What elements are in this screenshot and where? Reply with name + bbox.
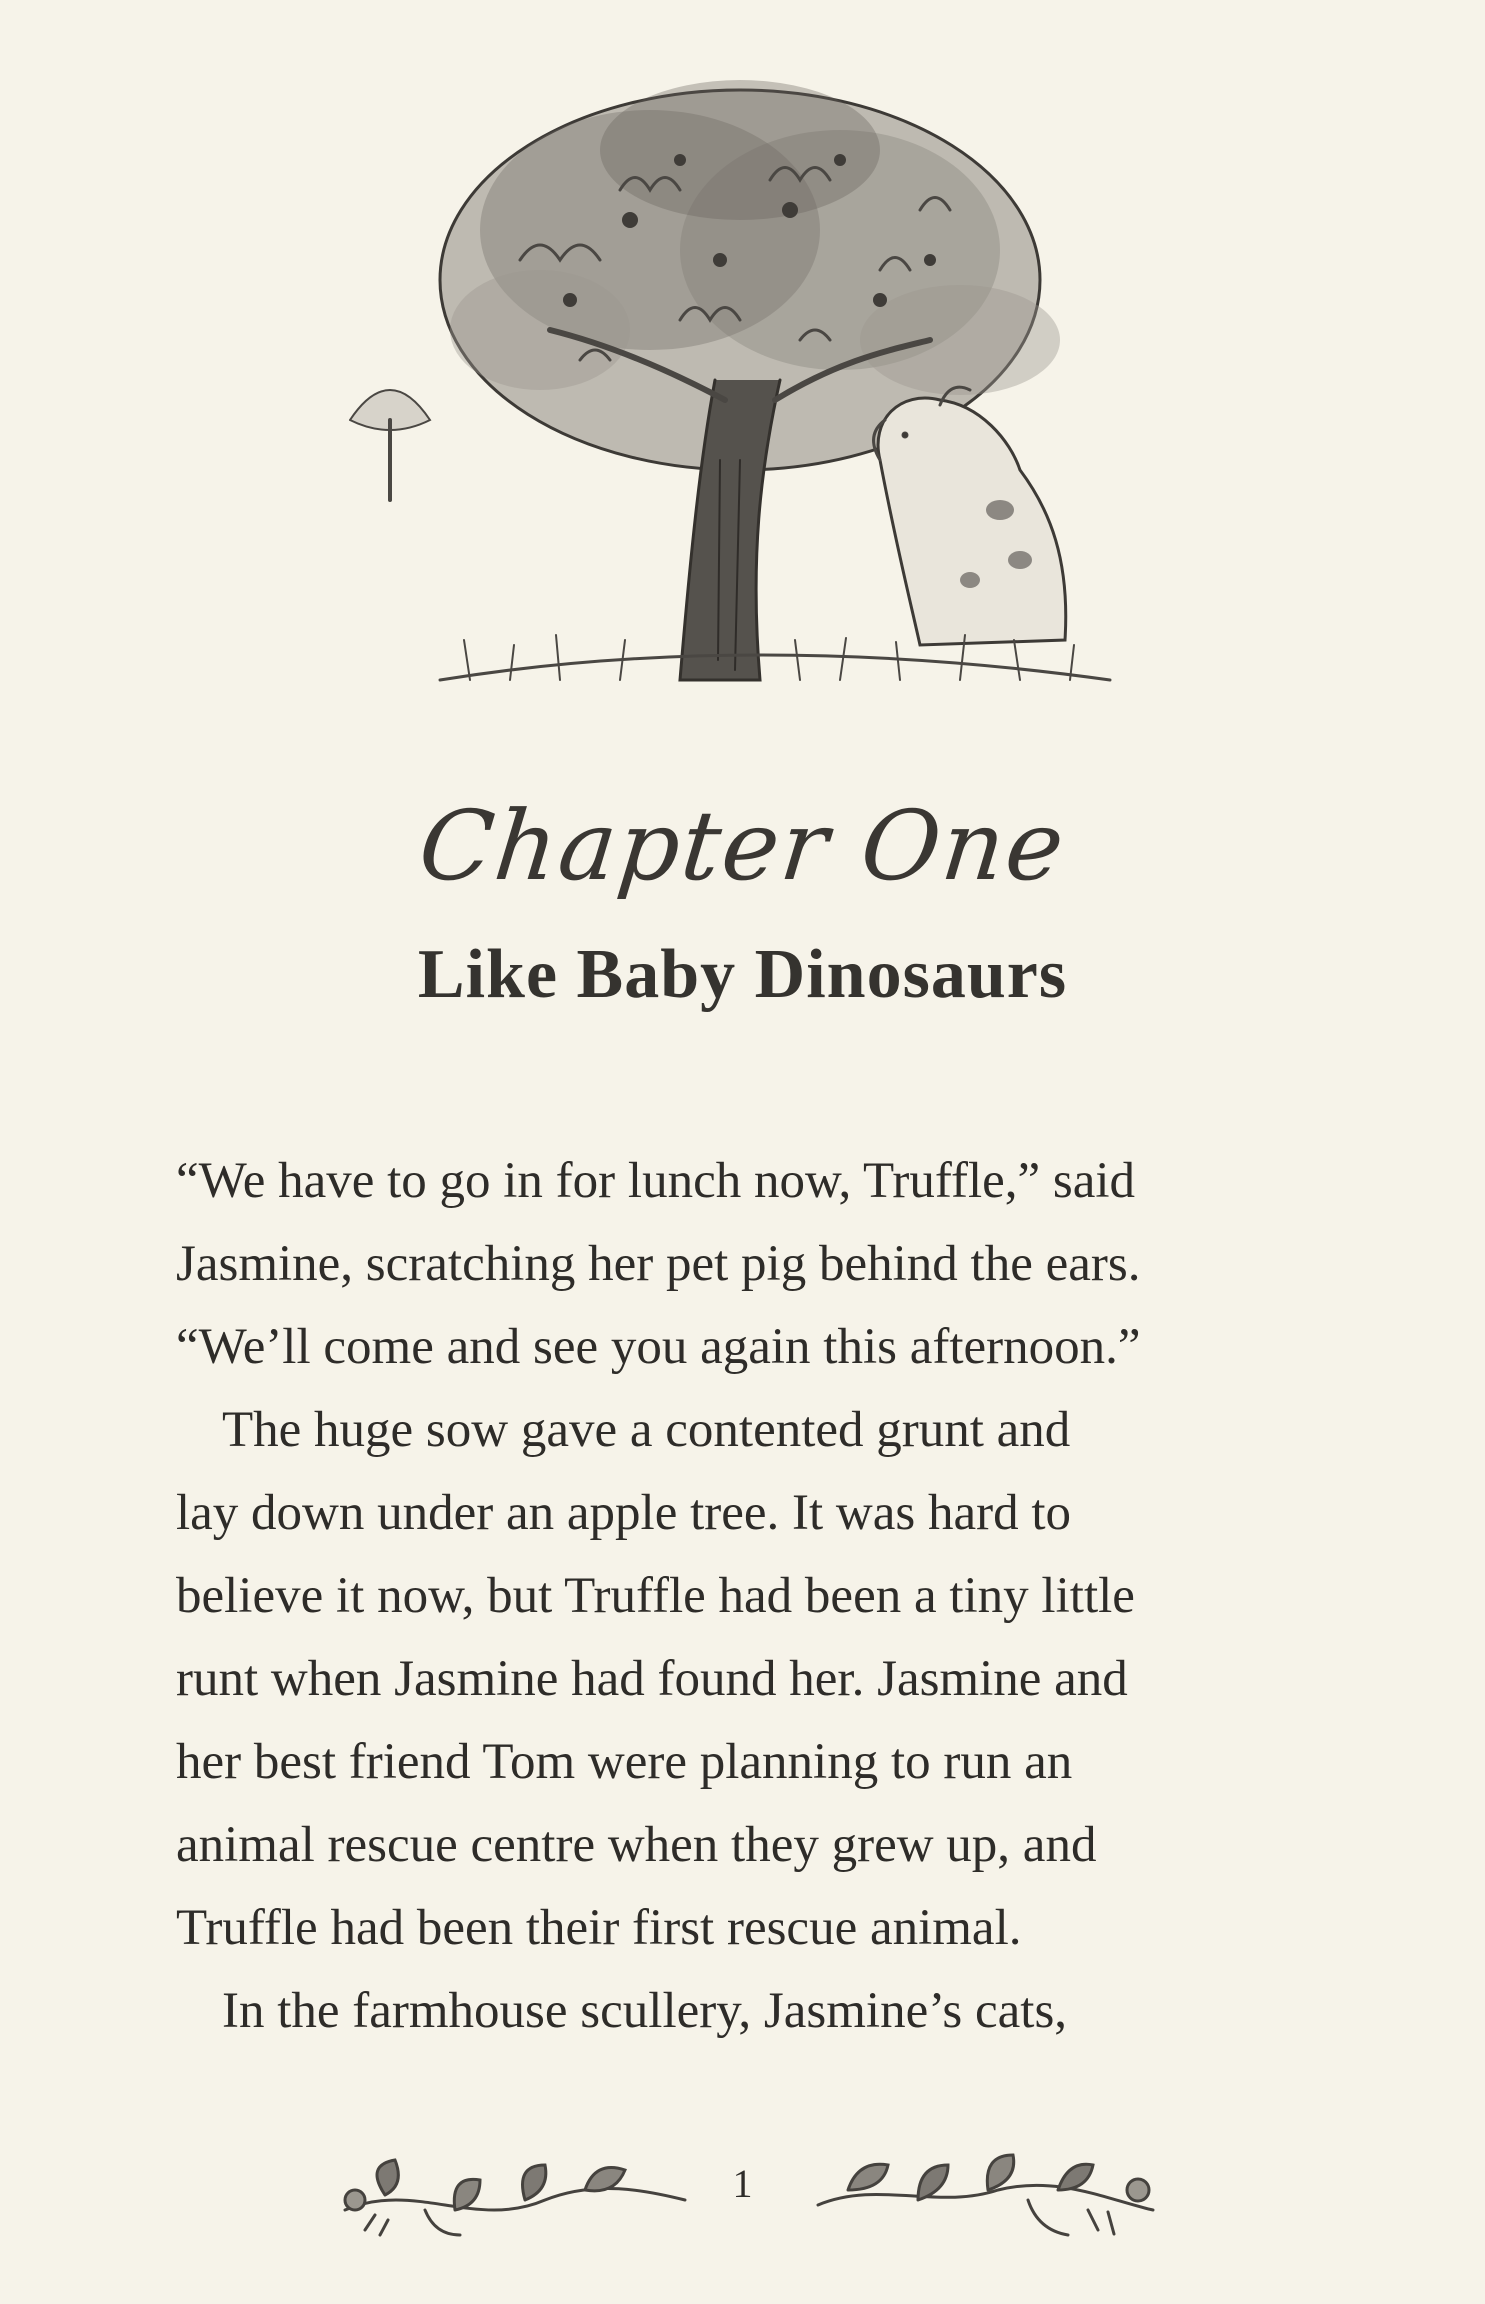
chapter-heading: Chapter One [414,790,1071,902]
text-line: In the farmhouse scullery, Jasmine’s cats, [222,1983,1068,2039]
text-line: “We’ll come and see you again this afternoon.” [176,1319,1141,1375]
chapter-title: Like Baby Dinosaurs [417,936,1068,1013]
text-line: The huge sow gave a contented grunt and [222,1402,1071,1458]
text-line: her best friend Tom were planning to run an [176,1734,1073,1790]
text-line: “We have to go in for lunch now, Truffle,” said [176,1153,1136,1209]
vine-right-ornament [808,2140,1168,2255]
text-line: believe it now, but Truffle had been a tiny little [176,1568,1135,1624]
text-line: lay down under an apple tree. It was hard to [176,1485,1072,1541]
page-number: 1 [732,2161,753,2206]
text-line: animal rescue centre when they grew up, and [176,1817,1097,1873]
text-line: Truffle had been their first rescue animal. [176,1900,1022,1956]
text-line: runt when Jasmine had found her. Jasmine and [176,1651,1128,1707]
text-line: Jasmine, scratching her pet pig behind the ears. [176,1236,1141,1292]
body-text [176,1140,1326,2053]
tree-and-pig-illustration [320,40,1180,800]
